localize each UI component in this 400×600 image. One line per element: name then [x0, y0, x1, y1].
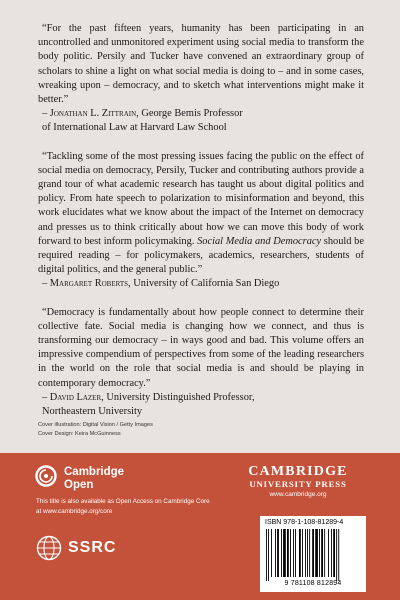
barcode-bar — [283, 529, 286, 577]
publisher-subname: UNIVERSITY PRESS — [249, 479, 347, 489]
barcode-bar — [309, 529, 310, 577]
attribution-title: , George Bemis Professor — [136, 108, 243, 120]
quote-attribution: – Jonathan L. Zittrain, George Bemis Professor — [42, 108, 243, 120]
barcode-bar — [336, 529, 337, 581]
quote-text — [38, 150, 364, 278]
isbn-number: ISBN 978-1-108-81289-4 — [265, 519, 344, 526]
endorsement-quote — [38, 150, 364, 292]
quote-attribution: – David Lazer, University Distinguished Professor, — [42, 391, 255, 403]
barcode-bar — [287, 529, 289, 577]
barcode-digits: 9 781108 812894 — [284, 580, 342, 587]
barcode-bar — [290, 529, 291, 577]
attribution-affiliation: of International Law at Harvard Law School — [42, 122, 227, 134]
barcode-bar — [277, 529, 279, 577]
cambridge-open-line1: Cambridge — [64, 466, 125, 478]
barcode-bar — [299, 529, 301, 577]
quote-attribution: – Margaret Roberts, University of California San Diego — [42, 278, 280, 290]
cambridge-open-line2: Open — [64, 478, 94, 491]
barcode-bar — [338, 529, 339, 581]
isbn-barcode — [260, 516, 366, 592]
barcode-bar — [281, 529, 282, 577]
open-access-note: This title is also available as Open Access on Cambridge Core at www.cambridge.org/core — [36, 498, 210, 515]
cover-credits — [38, 421, 153, 439]
globe-icon — [36, 535, 62, 561]
book-title-italic: Social Media and Democracy — [197, 235, 322, 247]
attribution-name: Jonathan L. Zittrain — [49, 108, 137, 120]
barcode-bar — [315, 529, 318, 577]
barcode-bar — [305, 529, 306, 577]
barcode-bar — [275, 529, 276, 577]
publisher-band — [0, 453, 400, 600]
barcode-bar — [271, 529, 272, 577]
quote-text: “For the past fifteen years, humanity has been participating in an uncontrolled and unmonitored experiment using social media to transform the body politic. Persily and Tucker have convened an extraordinary group of scholars to shine a light on what social media is doing to – and in some cases, wreaking upon – democracy, and to sketch what interventions might make it better.” — [38, 23, 364, 106]
barcode-bar — [333, 529, 335, 577]
endorsements — [38, 22, 364, 433]
endorsement-quote — [38, 306, 364, 420]
attribution-affiliation: Northeastern University — [42, 406, 143, 418]
barcode-bar — [328, 529, 329, 577]
barcode-bar — [321, 529, 323, 577]
barcode-bar — [319, 529, 320, 577]
barcode-bar — [331, 529, 332, 577]
quote-text-part: should be required reading – for policymakers, academics, researchers, students of digital politics, and the general public.” — [38, 235, 364, 276]
endorsement-quote — [38, 22, 364, 136]
barcode-bar — [324, 529, 325, 577]
barcode-bar — [266, 529, 267, 581]
barcode-bars — [266, 529, 360, 581]
attribution-name: Margaret Roberts — [49, 278, 129, 290]
barcode-bar — [295, 529, 296, 577]
attribution-title: , University of California San Diego — [128, 278, 280, 290]
cover-design-credit: Cover Design: Keira McGuinness — [38, 431, 121, 437]
quote-text: “Democracy is fundamentally about how people connect to determine their collective fate. Social media is changing how we connect, and thus is transforming our democracy – in ways good and bad. This volume offers an impressive compendium of perspectives from some of the leading researchers in the world on the role that social media is and should be playing in contemporary democracy.” — [38, 306, 364, 389]
barcode-bar — [293, 529, 294, 577]
publisher-name: CAMBRIDGE — [248, 464, 348, 479]
attribution-title: , University Distinguished Professor, — [101, 391, 255, 403]
ssrc-logo-text: SSRC — [68, 539, 117, 556]
barcode-bar — [302, 529, 303, 577]
barcode-bar — [268, 529, 269, 581]
cambridge-open-icon — [35, 465, 57, 487]
cover-illustration-credit: Cover illustration: Digital Vision / Getty Images — [38, 422, 153, 428]
quote-text-part: “Tackling some of the most pressing issues facing the public on the effect of social media on democracy, Persily, Tucker and contributing authors provide a grand tour of what academic research has taught us about digital politics and policy. From hate speech to polarization to misinformation and beyond, this work elucidates what we know about the impact of the Internet on democracy and presses us to think critically about how we can move this body of work forward to best inform policymaking. — [38, 150, 364, 247]
barcode-bar — [312, 529, 314, 577]
barcode-bar — [307, 529, 308, 577]
attribution-name: David Lazer — [49, 391, 102, 403]
cambridge-open-logo-text — [64, 466, 124, 491]
publisher-url: www.cambridge.org — [269, 491, 327, 498]
